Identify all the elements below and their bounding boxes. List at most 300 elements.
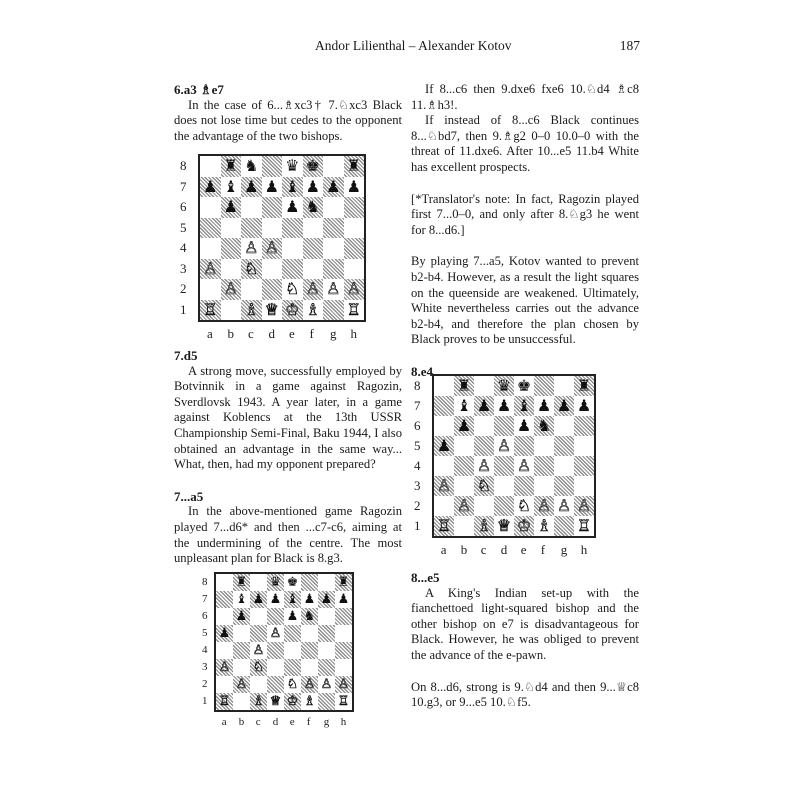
board-square <box>284 608 301 625</box>
paragraph: In the above-mentioned game Ragozin played 7...d6* and then ...c7-c6, aiming at the undermining of the centre. The most unpleasant plan for Black is 8.g3. <box>174 504 402 566</box>
board-square <box>554 496 574 516</box>
file-label: h <box>340 716 347 728</box>
board-square <box>267 591 284 608</box>
board-square <box>494 376 514 396</box>
board-square <box>250 676 267 693</box>
chess-piece: ♛ <box>269 575 282 590</box>
file-label: d <box>272 716 279 728</box>
board-square <box>434 496 454 516</box>
board-square <box>474 416 494 436</box>
board-square <box>494 416 514 436</box>
board-square <box>301 625 318 642</box>
board-square <box>323 279 344 300</box>
paragraph: In the case of 6...♗xc3† 7.♘xc3 Black does not lose time but cedes to the opponent the advantage of the two bishops. <box>174 97 402 143</box>
chess-piece: ♗ <box>252 694 265 709</box>
board-square <box>344 238 365 259</box>
chess-piece: ♙ <box>576 496 592 515</box>
board-square <box>221 238 242 259</box>
left-column-mid <box>174 348 402 567</box>
board-square <box>303 279 324 300</box>
board-square <box>454 396 474 416</box>
board-square <box>574 496 594 516</box>
right-column <box>411 82 639 380</box>
board-square <box>335 693 352 710</box>
chess-piece: ♟ <box>337 592 350 607</box>
board-square <box>335 574 352 591</box>
running-title: Andor Lilienthal – Alexander Kotov <box>315 38 512 53</box>
rank-label: 4 <box>202 643 208 656</box>
board-square <box>262 177 283 198</box>
board-square <box>303 156 324 177</box>
file-label: b <box>238 716 245 728</box>
rank-label: 1 <box>414 518 421 534</box>
board-square <box>303 259 324 280</box>
board-square <box>284 676 301 693</box>
chess-piece: ♟ <box>286 609 299 624</box>
board-square <box>301 608 318 625</box>
board-square <box>574 416 594 436</box>
board-square <box>250 659 267 676</box>
board-square <box>454 416 474 436</box>
chess-piece: ♚ <box>516 376 532 395</box>
file-label: h <box>350 326 357 341</box>
chess-piece: ♘ <box>252 660 265 675</box>
board-square <box>250 608 267 625</box>
chess-piece: ♟ <box>303 592 316 607</box>
board-square <box>335 591 352 608</box>
board-square <box>250 625 267 642</box>
chess-piece: ♛ <box>496 376 512 395</box>
board-square <box>323 156 344 177</box>
chess-piece: ♟ <box>576 396 592 415</box>
board-square <box>335 659 352 676</box>
chess-piece: ♟ <box>218 626 231 641</box>
board-square <box>434 376 454 396</box>
board-square <box>434 436 454 456</box>
board-square <box>318 608 335 625</box>
board-square <box>233 625 250 642</box>
board-square <box>574 376 594 396</box>
board-square <box>318 574 335 591</box>
board-square <box>233 642 250 659</box>
board-square <box>323 177 344 198</box>
board-square <box>534 516 554 536</box>
board-square <box>301 642 318 659</box>
board-grid <box>214 572 354 712</box>
board-square <box>514 496 534 516</box>
board-square <box>267 693 284 710</box>
rank-label: 4 <box>180 240 187 256</box>
paragraph: On 8...d6, strong is 9.♘d4 and then 9...♕c8 10.g3, or 9...e5 10.♘f5. <box>411 679 639 710</box>
board-square <box>250 591 267 608</box>
chess-piece: ♙ <box>346 279 361 299</box>
chess-piece: ♙ <box>223 279 238 299</box>
board-square <box>454 456 474 476</box>
board-square <box>267 625 284 642</box>
board-square <box>303 197 324 218</box>
board-square <box>262 218 283 239</box>
chess-piece: ♗ <box>536 516 552 535</box>
file-label: c <box>255 716 261 728</box>
chess-piece: ♙ <box>456 496 472 515</box>
board-square <box>434 416 454 436</box>
board-square <box>303 300 324 321</box>
rank-label: 2 <box>414 498 421 514</box>
board-square <box>574 516 594 536</box>
board-square <box>303 238 324 259</box>
board-square <box>233 693 250 710</box>
rank-label: 1 <box>180 301 187 317</box>
paragraph: If 8...c6 then 9.dxe6 fxe6 10.♘d4 ♗c8 11.♗h3!. <box>411 82 639 112</box>
rank-label: 7 <box>180 178 187 194</box>
file-label: e <box>289 716 295 728</box>
chess-piece: ♟ <box>326 176 341 196</box>
board-square <box>284 591 301 608</box>
chess-piece: ♙ <box>326 279 341 299</box>
board-square <box>554 436 574 456</box>
board-grid <box>432 374 596 538</box>
file-label: h <box>580 542 588 557</box>
chess-piece: ♙ <box>305 279 320 299</box>
chess-piece: ♝ <box>516 396 532 415</box>
chess-piece: ♖ <box>346 299 361 319</box>
board-square <box>282 177 303 198</box>
board-square <box>282 156 303 177</box>
file-label: e <box>289 326 295 341</box>
chess-piece: ♖ <box>203 299 218 319</box>
board-square <box>267 676 284 693</box>
file-label: f <box>306 716 311 728</box>
chess-piece: ♙ <box>337 677 350 692</box>
chess-piece: ♙ <box>235 677 248 692</box>
chess-piece: ♖ <box>218 694 231 709</box>
rank-label: 4 <box>414 458 421 474</box>
board-square <box>514 456 534 476</box>
board-square <box>216 676 233 693</box>
chess-piece: ♜ <box>346 156 361 176</box>
board-square <box>301 693 318 710</box>
board-square <box>221 300 242 321</box>
board-square <box>318 676 335 693</box>
board-square <box>262 259 283 280</box>
board-square <box>454 376 474 396</box>
board-square <box>221 218 242 239</box>
chess-piece: ♙ <box>252 643 265 658</box>
board-square <box>303 177 324 198</box>
rank-label: 8 <box>202 575 208 588</box>
rank-label: 3 <box>202 660 208 673</box>
chess-piece: ♙ <box>536 496 552 515</box>
board-square <box>434 456 454 476</box>
chess-piece: ♗ <box>476 516 492 535</box>
board-square <box>221 156 242 177</box>
board-square <box>454 476 474 496</box>
board-square <box>474 396 494 416</box>
file-label: g <box>323 716 330 728</box>
board-square <box>221 177 242 198</box>
board-square <box>200 259 221 280</box>
board-square <box>554 416 574 436</box>
rank-label: 6 <box>180 199 187 215</box>
chess-diagram-1 <box>172 152 392 344</box>
chess-piece: ♝ <box>223 176 238 196</box>
chess-piece: ♞ <box>305 197 320 217</box>
left-column <box>174 82 402 144</box>
chess-piece: ♟ <box>264 176 279 196</box>
board-square <box>534 416 554 436</box>
board-square <box>200 300 221 321</box>
rank-label: 2 <box>180 281 187 297</box>
chess-piece: ♟ <box>305 176 320 196</box>
chess-piece: ♛ <box>285 156 300 176</box>
paragraph: If instead of 8...c6 Black continues 8...♘bd7, then 9.♗g2 0–0 10.0–0 with the threat of 11.dxe6. After 10...e5 11.b4 White has excellent prospects. <box>411 113 639 174</box>
board-square <box>303 218 324 239</box>
board-square <box>344 197 365 218</box>
board-square <box>494 476 514 496</box>
board-square <box>474 436 494 456</box>
file-label: f <box>540 542 546 557</box>
move-heading: 7...a5 <box>174 488 204 504</box>
chess-piece: ♝ <box>286 592 299 607</box>
page-header <box>160 38 640 58</box>
chess-piece: ♞ <box>303 609 316 624</box>
board-square <box>282 259 303 280</box>
board-square <box>200 279 221 300</box>
board-square <box>221 197 242 218</box>
rank-label: 3 <box>414 478 421 494</box>
paragraph: A King's Indian set-up with the fianchettoed light-squared bishop and the other bishop on e7 is disadvantageous for Black. However, he was obliged to prevent the advance of the e-pawn. <box>411 585 639 662</box>
board-square <box>282 218 303 239</box>
board-square <box>216 693 233 710</box>
chess-piece: ♟ <box>223 197 238 217</box>
board-square <box>282 238 303 259</box>
board-square <box>318 659 335 676</box>
chess-piece: ♜ <box>337 575 350 590</box>
chess-piece: ♕ <box>496 516 512 535</box>
board-square <box>216 625 233 642</box>
board-square <box>318 625 335 642</box>
board-square <box>301 659 318 676</box>
board-square <box>554 476 574 496</box>
rank-label: 8 <box>180 158 187 174</box>
board-square <box>344 259 365 280</box>
chess-piece: ♙ <box>244 238 259 258</box>
chess-piece: ♙ <box>476 456 492 475</box>
board-square <box>494 496 514 516</box>
chess-piece: ♙ <box>436 476 452 495</box>
board-square <box>262 156 283 177</box>
board-square <box>200 238 221 259</box>
board-square <box>262 197 283 218</box>
move-heading: 6.a3 ♗e7 <box>174 82 224 97</box>
chess-piece: ♙ <box>303 677 316 692</box>
board-square <box>262 300 283 321</box>
file-label: a <box>207 326 213 341</box>
board-square <box>514 416 534 436</box>
board-square <box>574 456 594 476</box>
board-square <box>434 516 454 536</box>
file-label: d <box>500 542 508 557</box>
page-number: 187 <box>619 38 640 53</box>
chess-piece: ♙ <box>269 626 282 641</box>
board-square <box>323 238 344 259</box>
board-square <box>454 496 474 516</box>
chess-piece: ♟ <box>496 396 512 415</box>
board-square <box>344 279 365 300</box>
chess-piece: ♝ <box>285 176 300 196</box>
file-label: g <box>560 542 568 557</box>
board-square <box>250 693 267 710</box>
board-square <box>534 376 554 396</box>
chess-piece: ♟ <box>320 592 333 607</box>
chess-piece: ♟ <box>476 396 492 415</box>
board-square <box>534 496 554 516</box>
board-square <box>514 476 534 496</box>
board-square <box>233 676 250 693</box>
chess-piece: ♜ <box>223 156 238 176</box>
board-square <box>574 396 594 416</box>
rank-label: 8 <box>414 378 421 394</box>
board-square <box>200 156 221 177</box>
chess-piece: ♞ <box>244 156 259 176</box>
file-label: b <box>460 542 468 557</box>
chess-piece: ♜ <box>456 376 472 395</box>
chess-piece: ♚ <box>305 156 320 176</box>
rank-label: 3 <box>180 260 187 276</box>
board-square <box>554 396 574 416</box>
board-square <box>534 436 554 456</box>
board-square <box>494 436 514 456</box>
chess-piece: ♝ <box>456 396 472 415</box>
rank-label: 1 <box>202 694 208 707</box>
board-square <box>534 476 554 496</box>
board-square <box>284 625 301 642</box>
board-square <box>301 676 318 693</box>
chess-piece: ♟ <box>346 176 361 196</box>
board-square <box>323 300 344 321</box>
board-square <box>474 496 494 516</box>
board-square <box>574 436 594 456</box>
board-square <box>323 197 344 218</box>
chess-piece: ♝ <box>235 592 248 607</box>
board-square <box>216 642 233 659</box>
chess-piece: ♙ <box>203 258 218 278</box>
chess-piece: ♖ <box>576 516 592 535</box>
board-square <box>318 591 335 608</box>
board-square <box>267 659 284 676</box>
chess-piece: ♟ <box>203 176 218 196</box>
board-square <box>514 436 534 456</box>
chess-piece: ♘ <box>285 279 300 299</box>
chess-piece: ♙ <box>516 456 532 475</box>
board-square <box>574 476 594 496</box>
board-square <box>474 456 494 476</box>
chess-piece: ♚ <box>286 575 299 590</box>
file-label: a <box>221 716 227 728</box>
board-square <box>284 659 301 676</box>
rank-label: 7 <box>202 592 208 605</box>
chess-piece: ♟ <box>235 609 248 624</box>
chess-piece: ♔ <box>286 694 299 709</box>
chess-piece: ♗ <box>305 299 320 319</box>
board-square <box>335 608 352 625</box>
chess-piece: ♙ <box>218 660 231 675</box>
file-label: d <box>268 326 275 341</box>
file-label: g <box>330 326 337 341</box>
board-square <box>284 574 301 591</box>
board-square <box>233 574 250 591</box>
move-heading: 8...e5 <box>411 570 440 585</box>
chess-piece: ♘ <box>244 258 259 278</box>
board-square <box>335 642 352 659</box>
rank-label: 5 <box>180 219 187 235</box>
chess-piece: ♞ <box>536 416 552 435</box>
board-square <box>216 659 233 676</box>
board-square <box>335 625 352 642</box>
rank-label: 7 <box>414 398 421 414</box>
chess-piece: ♔ <box>516 516 532 535</box>
board-square <box>241 156 262 177</box>
board-square <box>233 659 250 676</box>
board-square <box>262 238 283 259</box>
board-square <box>233 591 250 608</box>
rank-label: 5 <box>202 626 208 639</box>
board-square <box>284 642 301 659</box>
paragraph: By playing 7...a5, Kotov wanted to prevent b2-b4. However, as a result the light squares on the queenside are weakened. Ultimately, White nevertheless carries out the advance b2-b4, and therefore the plan chosen by Black proves to be unsuccessful. <box>411 254 639 347</box>
board-square <box>474 516 494 536</box>
chess-piece: ♘ <box>286 677 299 692</box>
move-heading: 8.e4 <box>411 363 434 379</box>
paragraph: A strong move, successfully employed by Botvinnik in a game against Ragozin, Sverdlovsk 1943. A year later, in a game against Koblencs at the 13th USSR Championship Semi-Final, Baku 1944, I also obtained an advantage in the same way... What, then, had my opponent prepared? <box>174 363 402 472</box>
chess-piece: ♟ <box>556 396 572 415</box>
file-label: c <box>480 542 487 557</box>
chess-diagram-3 <box>410 372 610 566</box>
chess-piece: ♘ <box>476 476 492 495</box>
board-square <box>282 300 303 321</box>
board-square <box>323 218 344 239</box>
board-square <box>434 396 454 416</box>
chess-piece: ♟ <box>252 592 265 607</box>
board-square <box>434 476 454 496</box>
translator-note: [*Translator's note: In fact, Ragozin played first 7...0–0, and only after 8.♘g3 he went for 8...d6.] <box>411 191 639 237</box>
chess-piece: ♖ <box>337 694 350 709</box>
board-square <box>514 376 534 396</box>
board-square <box>494 456 514 476</box>
board-square <box>344 177 365 198</box>
chess-piece: ♟ <box>536 396 552 415</box>
board-square <box>318 642 335 659</box>
chess-piece: ♟ <box>269 592 282 607</box>
board-square <box>554 456 574 476</box>
chess-piece: ♙ <box>496 436 512 455</box>
chess-piece: ♟ <box>516 416 532 435</box>
board-square <box>241 218 262 239</box>
board-square <box>318 693 335 710</box>
board-square <box>267 574 284 591</box>
board-square <box>282 197 303 218</box>
file-label: b <box>227 326 234 341</box>
chess-piece: ♟ <box>456 416 472 435</box>
board-square <box>241 259 262 280</box>
board-square <box>474 376 494 396</box>
board-square <box>344 300 365 321</box>
board-square <box>250 574 267 591</box>
board-square <box>344 156 365 177</box>
chess-piece: ♟ <box>436 436 452 455</box>
board-square <box>514 396 534 416</box>
board-square <box>494 396 514 416</box>
rank-label: 2 <box>202 677 208 690</box>
